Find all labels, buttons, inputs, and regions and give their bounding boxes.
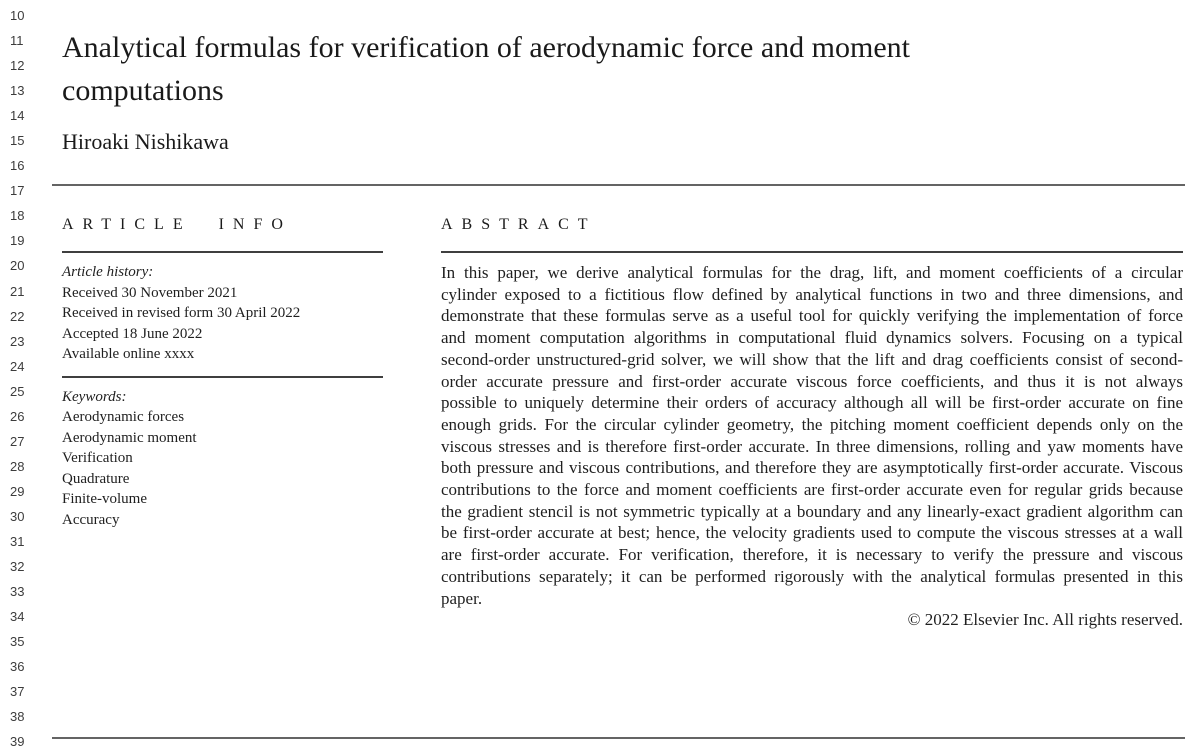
header-separator-rule — [52, 184, 1185, 186]
line-number: 10 — [10, 8, 25, 23]
keyword-item: Aerodynamic moment — [62, 429, 197, 446]
line-number: 30 — [10, 508, 25, 524]
footer-separator-rule — [52, 737, 1185, 739]
keyword-item: Verification — [62, 450, 133, 466]
article-title: Analytical formulas for verification of aerodynamic force and moment computations — [62, 31, 910, 107]
article-history-item: Received in revised form 30 April 2022 — [62, 305, 301, 321]
keyword-item: Accuracy — [62, 511, 120, 528]
line-number: 38 — [10, 709, 25, 725]
article-info-section — [62, 216, 383, 530]
article-history-block — [62, 262, 383, 365]
line-number: 16 — [10, 158, 25, 174]
line-number: 24 — [10, 358, 25, 374]
abstract-heading-rule — [441, 251, 1183, 253]
keyword-item: Finite-volume — [62, 491, 147, 507]
line-number: 25 — [10, 383, 25, 399]
article-history-item: Available online xxxx — [62, 346, 195, 362]
line-number: 37 — [10, 684, 25, 700]
line-number: 26 — [10, 408, 25, 424]
line-number: 12 — [10, 58, 25, 74]
keywords-block — [62, 387, 383, 531]
line-number: 31 — [10, 533, 25, 549]
copyright-notice: © 2022 Elsevier Inc. All rights reserved. — [907, 610, 1183, 630]
line-number: 17 — [10, 183, 25, 199]
line-number: 39 — [10, 734, 25, 750]
line-number: 27 — [10, 433, 25, 449]
abstract-text: In this paper, we derive analytical formulas for the drag, lift, and moment coefficients of a circular cylinder exposed to a fictitious flow defined by analytical functions in two and three dimensions, and demonstrate that these formulas serve as a useful tool for quickly verifying the implementation of force and moment computation algorithms in computational fluid dynamics solvers. Focusing on a typical second-order unstructured-grid solver, we will show that the lift and drag coefficients consist of second-order accurate pressure and first-order accurate viscous force coefficients, and thus it is not always possible to uniquely determine their orders of accuracy although all will be first-order accurate on fine enough grids. For the circular cylinder geometry, the pitching moment coefficient depends only on the viscous stresses and is therefore first-order accurate. In three dimensions, rolling and yaw moments have both pressure and viscous contributions, and therefore they are asymptotically first-order accurate. Viscous contributions to the force and moment coefficients are first-order accurate even for regular grids because the gradient stencil is not symmetric typically at a boundary and any linearly-exact gradient algorithm can be first-order accurate at best; hence, the velocity gradients used to compute the viscous stresses at a wall are first-order accurate. For verification, therefore, it is necessary to verify the pressure and viscous contributions separately; it can be performed rigorously with the analytical formulas presented in this paper. — [441, 263, 1183, 608]
line-number: 28 — [10, 458, 25, 474]
line-number-gutter — [10, 9, 30, 753]
line-number: 14 — [10, 108, 25, 124]
line-number: 32 — [10, 559, 25, 575]
keyword-item: Quadrature — [62, 470, 130, 487]
line-number: 23 — [10, 333, 25, 349]
line-number: 34 — [10, 609, 25, 625]
line-number: 15 — [10, 133, 25, 149]
article-history-label: Article history: — [62, 264, 154, 280]
article-info-heading-rule — [62, 251, 383, 253]
keywords-list — [62, 407, 383, 530]
keywords-separator-rule — [62, 376, 383, 378]
article-history-list — [62, 283, 383, 365]
article-history-item: Accepted 18 June 2022 — [62, 325, 203, 342]
line-number: 33 — [10, 584, 25, 600]
line-number: 13 — [10, 83, 25, 99]
line-number: 22 — [10, 308, 25, 324]
abstract-heading: ABSTRACT — [441, 216, 597, 233]
line-number: 35 — [10, 634, 25, 650]
abstract-section — [441, 216, 1183, 631]
line-number: 21 — [10, 283, 25, 299]
keyword-item: Aerodynamic forces — [62, 409, 185, 425]
line-number: 11 — [10, 33, 24, 49]
line-number: 29 — [10, 483, 25, 499]
article-history-item: Received 30 November 2021 — [62, 284, 238, 301]
line-number: 20 — [10, 258, 25, 274]
line-number: 18 — [10, 208, 25, 224]
line-number: 19 — [10, 233, 25, 249]
author-name: Hiroaki Nishikawa — [62, 129, 229, 154]
keywords-label: Keywords: — [62, 388, 127, 405]
article-info-heading: ARTICLE INFO — [62, 216, 292, 233]
line-number: 36 — [10, 659, 25, 675]
